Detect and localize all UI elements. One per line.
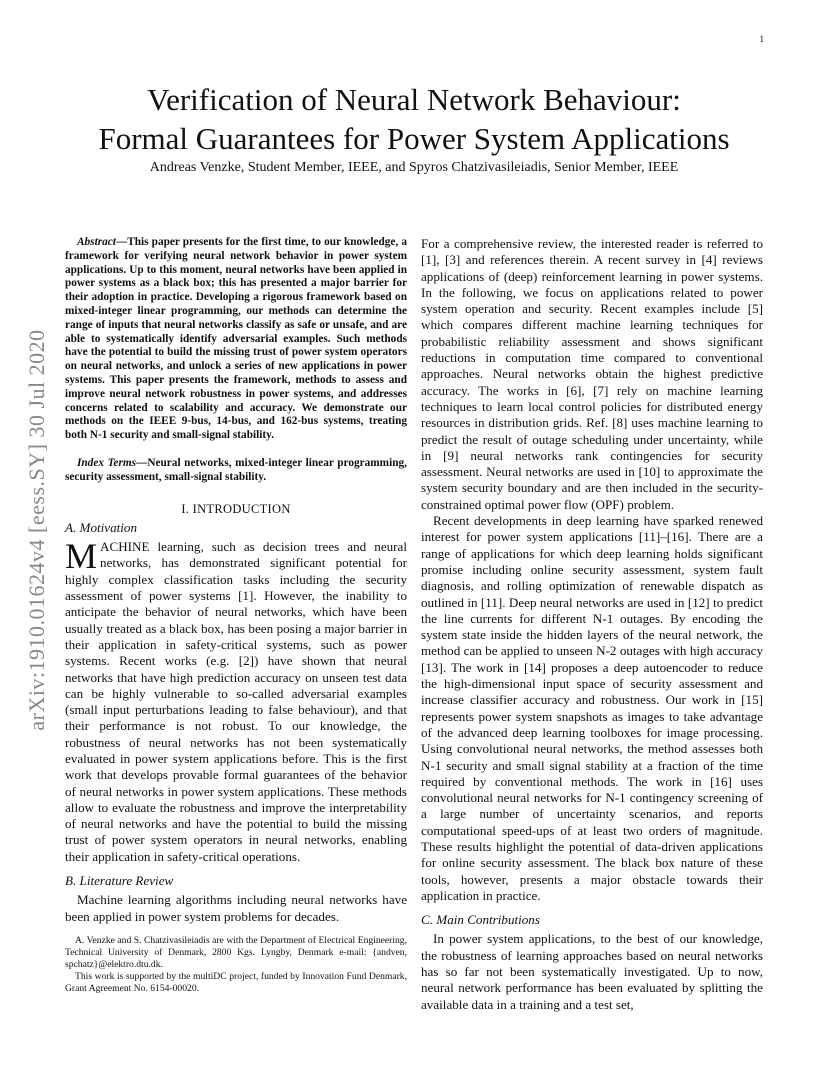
arxiv-sidebar (14, 290, 60, 770)
subsection-literature-heading: B. Literature Review (65, 873, 174, 889)
abstract-text: This paper presents for the first time, to our knowledge, a framework for verifying neural network behavior in power system applications. Up to this moment, neural networks have been applied in power systems as a black box; this has presented a major barrier for their adoption in practice. Developing a rigorous framework based on mixed-integer linear programming, our methods can determine the range of inputs that neural networks classify as safe or unsafe, and are able to systematically identify adversarial examples. Such methods have the potential to build the missing trust of power system operators on neural networks, and unlock a series of new applications in power systems. This paper presents the framework, methods to assess and improve neural network robustness in power systems, and addresses concerns related to scalability and accuracy. We demonstrate our methods on the IEEE 9-bus, 14-bus, and 162-bus systems, treating both N-1 security and small-signal stability. (65, 236, 407, 442)
motivation-text: ACHINE learning, such as decision trees and neural networks, has demonstrated significant potential for highly complex classification tasks including the security assessment of power systems [1]. However, the inability to anticipate the behavior of neural networks, which have been usually treated as a black box, has been posing a major barrier in their application in safety-critical systems, such as power systems. Recent works (e.g. [2]) have shown that neural networks that have high prediction accuracy on unseen test data can be highly vulnerable to so-called adversarial examples (small input perturbations leading to false behaviour), and that their performance is not robust. To our knowledge, the robustness of neural networks has not been systematically evaluated in power system applications before. This is the first work that develops provable formal guarantees of the behavior of neural networks in power system applications. These methods allow to evaluate the robustness and improve the interpretability of neural networks and have the potential to build the missing trust of power system operators in neural networks, enabling their application in safety-critical operations. (65, 539, 407, 864)
index-terms-label: Index Terms— (77, 456, 148, 469)
subsection-contributions-heading: C. Main Contributions (421, 912, 540, 928)
abstract (65, 236, 407, 443)
right-column (421, 236, 763, 1013)
paper-title (66, 80, 762, 158)
abstract-label: Abstract— (77, 236, 128, 248)
title-line-1: Verification of Neural Network Behaviour: (147, 82, 681, 117)
page-number: 1 (759, 34, 764, 44)
drop-cap: M (65, 536, 98, 577)
left-column (65, 236, 407, 995)
footnote-affiliation: A. Venzke and S. Chatzivasileiadis are with the Department of Electrical Engineering, Technical University of Denmark, 2800 Kgs. Lyngby, Denmark e-mail: {andven, spchatz}@elektro.dtu.dk. (65, 934, 407, 970)
arxiv-identifier: arXiv:1910.01624v4 [eess.SY] 30 Jul 2020 (24, 329, 49, 731)
section-introduction-heading: I. INTRODUCTION (181, 501, 291, 516)
footnote-funding: This work is supported by the multiDC project, funded by Innovation Fund Denmark, Grant Agreement No. 6154-00020. (65, 970, 407, 994)
deep-learning-paragraph: Recent developments in deep learning have sparked renewed interest for power system applications [11]–[16]. There are a range of applications for which deep learning holds significant promise including online security assessment, system fault diagnosis, and rolling optimization of renewable dispatch as outlined in [11]. Deep neural networks are used in [12] to predict the line currents for different N-1 outages. By encoding the system state inside the hidden layers of the neural network, the method can be applied to unseen N-2 outages with high accuracy [13]. The work in [14] proposes a deep autoencoder to reduce the high-dimensional input space of security assessment and increase classifier accuracy and robustness. Our work in [15] represents power system snapshots as images to take advantage of the advanced deep learning toolboxes for image processing. Using convolutional neural networks, the method assesses both N-1 security and small signal stability at a fraction of the time required by conventional methods. The work in [16] uses convolutional neural networks for N-1 contingency screening of a large number of uncertainty scenarios, and reports computational speed-ups of at least two orders of magnitude. These results highlight the potential of data-driven applications for online security assessment. The black box nature of these tools, however, presents a major obstacle towards their application in practice. (421, 513, 763, 903)
literature-paragraph-continued: For a comprehensive review, the interested reader is referred to [1], [3] and references therein. A recent survey in [4] reviews applications of (deep) reinforcement learning in power systems. In the following, we focus on applications related to power system operation and security. Recent examples include [5] which compares different machine learning techniques for probabilistic reliability assessment and shows significant reductions in computation time compared to conventional approaches. Neural networks obtain the highest predictive accuracy. The works in [6], [7] rely on machine learning techniques to learn local control policies for distributed energy resources in distribution grids. Ref. [8] uses machine learning to predict the result of outage scheduling under uncertainty, while in [9] neural networks rank contingencies for security assessment. Neural networks are used in [10] to approximate the system security boundary and are then included in the security-constrained optimal power flow (OPF) problem. (421, 236, 763, 512)
literature-paragraph-start: Machine learning algorithms including neural networks have been applied in power system problems for decades. (65, 892, 407, 924)
contributions-paragraph: In power system applications, to the best of our knowledge, the robustness of learning approaches based on neural networks has so far not been systematically investigated. Up to now, neural network performance has been evaluated by splitting the available data in a training and a test set, (421, 931, 763, 1012)
subsection-motivation-heading: A. Motivation (65, 519, 138, 535)
index-terms-text: Neural networks, mixed-integer linear programming, security assessment, small-signal stability. (65, 456, 407, 483)
title-line-2: Formal Guarantees for Power System Applications (98, 121, 730, 156)
index-terms (65, 457, 407, 485)
author-line: Andreas Venzke, Student Member, IEEE, and Spyros Chatzivasileiadis, Senior Member, IEEE (149, 160, 679, 175)
motivation-paragraph (65, 536, 407, 865)
